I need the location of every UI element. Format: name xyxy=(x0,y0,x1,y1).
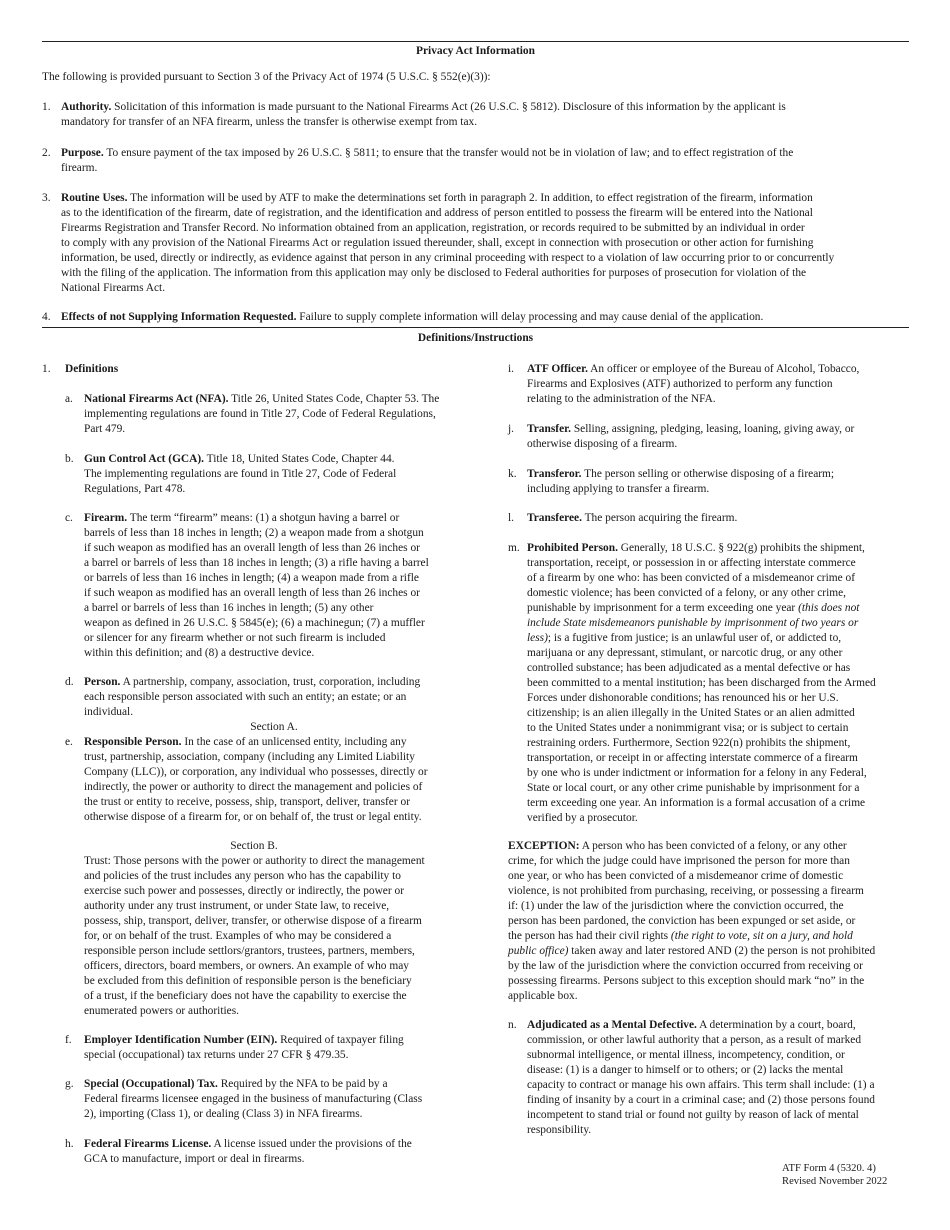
def-heading: ATF Officer. xyxy=(527,363,588,375)
exception xyxy=(508,839,918,1004)
def-letter-i: i. xyxy=(508,363,515,375)
section-rule xyxy=(42,327,909,328)
item-number: 4. xyxy=(42,311,51,323)
def-l xyxy=(527,511,917,526)
def-text: Required of taxpayer filing special (occupational) tax returns under 27 CFR § 479.35. xyxy=(84,1034,404,1061)
item-body xyxy=(61,100,911,130)
def-k xyxy=(527,467,917,497)
def-text: The person acquiring the firearm. xyxy=(581,512,738,524)
def-heading: Gun Control Act (GCA). xyxy=(84,453,205,465)
item-body xyxy=(61,310,911,325)
section-number: 1. xyxy=(42,363,51,375)
def-d xyxy=(84,675,474,720)
def-heading: Federal Firearms License. xyxy=(84,1138,212,1150)
def-e xyxy=(84,735,474,825)
item-text: Solicitation of this information is made pursuant to the National Firearms Act (26 U.S.C. § 5812). Disclosure of this information by the applicant is mandatory for transfer of an NFA firearm, unless the transfer is otherwise exempt from tax. xyxy=(61,101,786,128)
def-text: Required by the NFA to be paid by a Federal firearms licensee engaged in the business of manufacturing (Class 2), importing (Class 1), or dealing (Class 3) in NFA firearms. xyxy=(84,1078,423,1120)
def-letter-a: a. xyxy=(65,393,73,405)
item-text: To ensure payment of the tax imposed by 26 U.S.C. § 5811; to ensure that the transfer would not be in violation of law; and to effect registration of the firearm. xyxy=(61,147,794,174)
def-heading: Person. xyxy=(84,676,121,688)
trust-text: Trust: Those persons with the power or authority to direct the management and policies of the trust includes any person who has the capability to exercise such power and possesses, directly or indirectly, the power or authority under any trust instrument, or under State law, to receive, possess, ship, transport, deliver, transfer, or otherwise dispose of a firearm for, or on behalf of the trust. Examples of who may be considered a responsible person include settlors/grantors, trustees, partners, members, officers, directors, board members, or owners. An example of who may be excluded from this definition of responsible person is the beneficiary of a trust, if the beneficiary does not have the capability to exercise the enumerated powers or authorities. xyxy=(84,855,425,1017)
item-heading: Purpose. xyxy=(61,147,104,159)
def-heading: Transfer. xyxy=(527,423,571,435)
def-text: Title 18, United States Code, Chapter 44. The implementing regulations are found in Title 27, Code of Federal Regulations, Part 478. xyxy=(84,453,397,495)
definitions-title: Definitions/Instructions xyxy=(417,332,534,344)
exception-text-cont: taken away and later restored AND (2) the person is not prohibited by the law of the jurisdiction where the conviction occurred from receiving or possessing firearms. Persons subject to this exception should mark “no” in the applicable box. xyxy=(508,945,876,1002)
def-n xyxy=(527,1018,917,1138)
def-g xyxy=(84,1077,474,1122)
exception-italic: (the right to vote, sit on a jury, and hold public office) xyxy=(508,930,853,957)
def-text-cont: ; is a fugitive from justice; is an unlawful user of, or addicted to, marijuana or any depressant, stimulant, or narcotic drug, or any other controlled substance; has been adjudicated as a mental defective or has been committed to a mental institution; has been discharged from the Armed Forces under dishonorable conditions; has renounced his or her U.S. citizenship; is an alien illegally in the United States or an alien admitted to the United States under a nonimmigrant visa; or is subject to certain restraining orders. Furthermore, Section 922(n) prohibits the shipment, transportation, or receipt in or affecting interstate commerce of a firearm by one who is under indictment or information for a felony in any Federal, State or local court, or any other crime punishable by imprisonment for a term exceeding one year. An information is a formal accusation of a crime verified by a prosecutor. xyxy=(527,632,876,824)
def-text: Generally, 18 U.S.C. § 922(g) prohibits the shipment, transportation, receipt, or possession in or affecting interstate commerce of a firearm by one who: has been convicted of a misdemeanor crime of domestic violence; has been convicted of a felony, or any other crime, punishable by imprisonment for a term exceeding one year xyxy=(527,542,865,614)
def-heading: Special (Occupational) Tax. xyxy=(84,1078,218,1090)
item-text: The information will be used by ATF to make the determinations set forth in paragraph 2. In addition, to effect registration of the firearm, information as to the identification of the firearm, date of registration, and the identification and address of person entitled to possess the firearm will be entered into the National Firearms Registration and Transfer Record. No information obtained from an application, registration, or records required to be submitted by an individual in order to comply with any provision of the National Firearms Act or regulation issued thereunder, shall, except in connection with prosecution or other action for furnishing information, be used, directly or indirectly, as evidence against that person in any criminal proceeding with respect to a violation of law occurring prior to or concurrently with the filing of the application. The information from this application may only be disclosed to Federal authorities for purposes of prosecution for violation of the National Firearms Act. xyxy=(61,192,835,294)
footer-form-number: ATF Form 4 (5320. 4) xyxy=(782,1163,876,1174)
def-text: Selling, assigning, pledging, leasing, loaning, giving away, or otherwise disposing of a firearm. xyxy=(527,423,855,450)
def-heading: Employer Identification Number (EIN). xyxy=(84,1034,278,1046)
item-body xyxy=(61,146,911,176)
def-letter-c: c. xyxy=(65,512,73,524)
item-number: 1. xyxy=(42,101,51,113)
def-letter-j: j. xyxy=(508,423,515,435)
def-heading: Responsible Person. xyxy=(84,736,182,748)
def-text: A license issued under the provisions of the GCA to manufacture, import or deal in firearms. xyxy=(84,1138,412,1165)
footer-revised: Revised November 2022 xyxy=(782,1176,888,1187)
def-m xyxy=(527,541,917,826)
privacy-title: Privacy Act Information xyxy=(416,45,535,57)
item-text: Failure to supply complete information will delay processing and may cause denial of the application. xyxy=(296,311,764,323)
def-letter-h: h. xyxy=(65,1138,74,1150)
def-c xyxy=(84,511,474,661)
def-i xyxy=(527,362,917,407)
def-letter-k: k. xyxy=(508,468,517,480)
def-heading: Transferee. xyxy=(527,512,582,524)
def-text: A partnership, company, association, trust, corporation, including each responsible person associated with such an entity; an estate; or an individual. xyxy=(84,676,421,718)
def-text: A determination by a court, board, commission, or other lawful authority that a person, as a result of marked subnormal intelligence, or mental illness, incompetency, condition, or disease: (1) is a danger to himself or to others; or (2) lacks the mental capacity to contract or manage his own affairs. This term shall include: (1) a finding of insanity by a court in a criminal case; and (2) those persons found incompetent to stand trial or found not guilty by reason of lack of mental responsibility. xyxy=(527,1019,875,1136)
item-heading: Effects of not Supplying Information Requested. xyxy=(61,311,297,323)
def-letter-m: m. xyxy=(508,542,520,554)
privacy-intro: The following is provided pursuant to Section 3 of the Privacy Act of 1974 (5 U.S.C. § 552(e)(3)): xyxy=(42,71,491,83)
def-heading: Firearm. xyxy=(84,512,128,524)
def-letter-l: l. xyxy=(508,512,515,524)
def-letter-b: b. xyxy=(65,453,74,465)
def-letter-g: g. xyxy=(65,1078,74,1090)
def-letter-e: e. xyxy=(65,736,73,748)
item-heading: Routine Uses. xyxy=(61,192,128,204)
def-text: The term “firearm” means: (1) a shotgun having a barrel or barrels of less than 18 inches in length; (2) a weapon made from a shotgun if such weapon as modified has an overall length of less than 26 inches or a barrel or barrels of less than 18 inches in length; (3) a rifle having a barrel or barrels of less than 16 inches in length; (4) a weapon made from a rifle if such weapon as modified has an overall length of less than 26 inches or a barrel or barrels of less than 16 inches in length; (5) any other weapon as defined in 26 U.S.C. § 5845(e); (6) a machinegun; (7) a muffler or silencer for any firearm whether or not such firearm is included within this definition; and (8) a destructive device. xyxy=(84,512,429,659)
def-text: The person selling or otherwise disposing of a firearm; including applying to transfer a firearm. xyxy=(527,468,835,495)
item-number: 3. xyxy=(42,192,51,204)
def-heading: National Firearms Act (NFA). xyxy=(84,393,229,405)
def-text: Title 26, United States Code, Chapter 53. The implementing regulations are found in Title 27, Code of Federal Regulations, Part 479. xyxy=(84,393,440,435)
def-letter-d: d. xyxy=(65,676,74,688)
def-a xyxy=(84,392,474,437)
section-a-label: Section A. xyxy=(250,721,298,733)
def-letter-f: f. xyxy=(65,1034,72,1046)
def-text: An officer or employee of the Bureau of Alcohol, Tobacco, Firearms and Explosives (ATF) authorized to perform any function relating to the administration of the NFA. xyxy=(527,363,860,405)
section-b-label: Section B. xyxy=(230,840,278,852)
def-text: In the case of an unlicensed entity, including any trust, partnership, association, company (including any Limited Liability Company (LLC)), or corporation, any individual who possesses, directly or indirectly, the power or authority to direct the management and policies of the trust or entity to receive, possess, ship, transport, deliver, transfer or otherwise dispose of a firearm for, or on behalf of, the trust or legal entity. xyxy=(84,736,428,823)
item-body xyxy=(61,191,921,296)
exception-text: A person who has been convicted of a felony, or any other crime, for which the judge could have imprisoned the person for more than one year, or who has been convicted of a misdemeanor crime of domestic violence, is not prohibited from purchasing, receiving, or possessing a firearm if: (1) under the law of the jurisdiction where the conviction occurred, the person has been pardoned, the conviction has been expunged or set aside, or the person has had their civil rights xyxy=(508,840,864,942)
def-heading: Transferor. xyxy=(527,468,582,480)
def-heading: Prohibited Person. xyxy=(527,542,618,554)
exception-heading: EXCEPTION: xyxy=(508,840,580,852)
def-h xyxy=(84,1137,474,1167)
section-heading: Definitions xyxy=(65,363,119,375)
top-rule xyxy=(42,41,909,42)
def-heading: Adjudicated as a Mental Defective. xyxy=(527,1019,697,1031)
def-b xyxy=(84,452,474,497)
item-heading: Authority. xyxy=(61,101,112,113)
def-j xyxy=(527,422,917,452)
item-number: 2. xyxy=(42,147,51,159)
def-italic: (this does not include State misdemeanors punishable by imprisonment of two years or less) xyxy=(527,602,860,644)
def-letter-n: n. xyxy=(508,1019,517,1031)
def-f xyxy=(84,1033,474,1063)
